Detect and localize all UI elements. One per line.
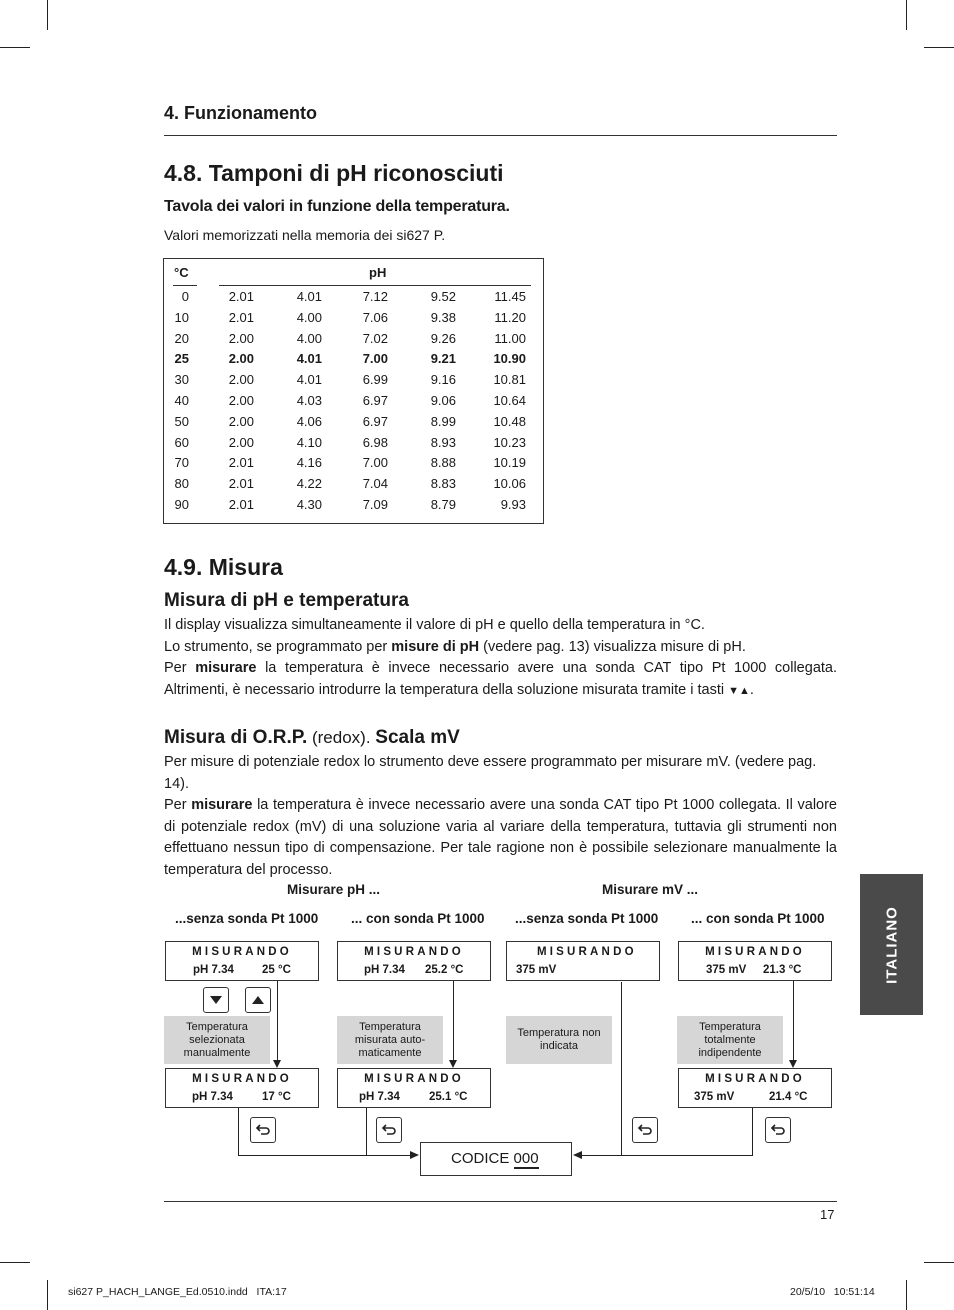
temp-cell: 70 <box>174 455 189 471</box>
display-value: pH 7.34 <box>364 964 405 976</box>
text: (vedere pag. 13) visualizza misure di pH. <box>479 638 746 655</box>
codice-display <box>420 1142 572 1176</box>
display-temp: 25 °C <box>262 964 291 976</box>
display-status: MISURANDO <box>364 1073 464 1085</box>
section-title-4-8: 4.8. Tamponi di pH riconosciuti <box>164 160 504 186</box>
group-label-mv: Misurare mV ... <box>602 882 699 897</box>
ph-cell: 11.45 <box>494 289 526 304</box>
ph-cell: 2.01 <box>228 455 254 471</box>
ph-cell: 4.01 <box>296 372 322 388</box>
ph-cell: 8.93 <box>430 434 456 450</box>
text: Per <box>164 660 196 676</box>
display-status: MISURANDO <box>192 946 292 958</box>
ph-cell: 10.19 <box>493 455 526 471</box>
display-status: MISURANDO <box>364 946 464 958</box>
display-temp: 17 °C <box>262 1091 291 1103</box>
up-key[interactable] <box>245 987 271 1013</box>
ph-cell: 9.26 <box>430 330 456 346</box>
ph-cell: 2.01 <box>228 497 254 512</box>
text: la temperatura è invece necessario avere una sonda CAT tipo Pt 1000 collegata. Il valore di potenziale redox (mV) di una soluzione varia al variare della temperatura, tuttavia gli strumenti non effettuano nessun tipo di compensazione. Per tale ragione non è possibile selezionare manualmente la temperatura del processo. <box>164 797 838 878</box>
ph-cell: 9.93 <box>500 497 526 512</box>
ph-cell: 2.01 <box>228 309 254 325</box>
language-tab <box>860 874 923 1015</box>
ph-cell: 9.16 <box>430 372 456 388</box>
codice-label: CODICE <box>451 1150 514 1167</box>
ph-cell: 9.52 <box>430 289 456 304</box>
column-label-3: ...senza sonda Pt 1000 <box>515 911 659 926</box>
ph-cell: 2.00 <box>228 351 254 367</box>
ph-cell: 11.20 <box>494 309 526 325</box>
temp-cell: 20 <box>174 330 189 346</box>
escape-key[interactable] <box>250 1117 276 1143</box>
ph-cell: 7.09 <box>362 497 388 512</box>
temp-cell: 0 <box>181 289 189 304</box>
display-value: 375 mV <box>706 964 747 976</box>
triangle-down-icon <box>210 996 222 1004</box>
display-status: MISURANDO <box>537 946 637 958</box>
section-header: 4. Funzionamento <box>164 103 317 123</box>
ph-cell: 6.98 <box>362 434 388 450</box>
ph-cell: 2.01 <box>228 289 254 304</box>
ph-cell: 8.88 <box>430 455 456 471</box>
ph-cell: 2.00 <box>228 393 254 408</box>
return-arrow-icon <box>770 1123 786 1137</box>
down-key[interactable] <box>203 987 229 1013</box>
ph-cell: 2.00 <box>228 330 254 346</box>
column-label-2: ... con sonda Pt 1000 <box>351 911 485 926</box>
triangle-up-icon <box>252 996 264 1004</box>
ph-cell: 4.00 <box>296 330 322 346</box>
ph-cell: 2.01 <box>228 476 254 492</box>
display-ph-manual-2 <box>165 1068 319 1108</box>
arrowhead <box>789 1060 797 1068</box>
display-value: 375 mV <box>694 1091 735 1103</box>
ph-cell: 10.81 <box>493 372 526 388</box>
ph-cell: 4.01 <box>296 289 322 304</box>
arrowhead <box>273 1060 281 1068</box>
temp-cell: 60 <box>174 434 189 450</box>
ph-cell: 10.48 <box>493 413 526 429</box>
column-label-4: ... con sonda Pt 1000 <box>691 911 825 926</box>
footer-date: 20/5/10 10:51:14 <box>790 1286 875 1298</box>
text: Lo strumento, se programmato per <box>164 638 392 655</box>
ph-cell: 10.06 <box>493 476 526 492</box>
arrowhead <box>410 1151 419 1159</box>
temp-cell: 80 <box>174 476 189 492</box>
temp-cell: 30 <box>174 372 189 388</box>
escape-key[interactable] <box>376 1117 402 1143</box>
note-none: Temperatura non indicata <box>506 1016 612 1064</box>
arrowhead <box>449 1060 457 1068</box>
display-ph-auto-2 <box>337 1068 491 1108</box>
display-temp: 21.4 °C <box>769 1091 808 1103</box>
ph-cell: 4.30 <box>296 497 322 512</box>
return-arrow-icon <box>381 1123 397 1137</box>
display-value: 375 mV <box>516 964 557 976</box>
ph-cell: 9.38 <box>430 309 456 325</box>
arrowhead <box>573 1151 582 1159</box>
ph-cell: 10.64 <box>493 393 526 408</box>
display-temp: 25.1 °C <box>429 1091 468 1103</box>
ph-cell: 7.00 <box>362 351 388 367</box>
ph-cell: 4.00 <box>296 309 322 325</box>
page-number: 17 <box>820 1207 835 1222</box>
temp-cell: 40 <box>174 393 189 408</box>
text: . <box>749 681 754 698</box>
display-mv-probe-2 <box>678 1068 832 1108</box>
return-arrow-icon <box>637 1123 653 1137</box>
display-status: MISURANDO <box>705 946 805 958</box>
note-auto: Temperatura misurata auto-maticamente <box>337 1016 443 1064</box>
text: Per <box>164 797 192 813</box>
display-ph-manual <box>165 941 319 981</box>
arrow-keys-icon: ▼▲ <box>728 684 750 697</box>
text-bold: Misura di O.R.P. <box>164 727 308 748</box>
footer-rule <box>164 1201 837 1202</box>
ph-cell: 2.00 <box>228 413 254 429</box>
display-value: pH 7.34 <box>359 1091 400 1103</box>
ph-cell: 6.97 <box>362 413 388 429</box>
ph-cell: 2.00 <box>228 372 254 388</box>
language-tab-label: ITALIANO <box>883 905 900 984</box>
ph-cell: 10.90 <box>493 351 526 367</box>
display-mv-probe <box>678 941 832 981</box>
display-temp: 21.3 °C <box>763 964 802 976</box>
ph-cell: 4.22 <box>296 476 322 492</box>
text: (redox). <box>307 728 376 747</box>
display-status: MISURANDO <box>705 1073 805 1085</box>
subsection-ph-temp: Misura di pH e temperatura <box>164 590 409 611</box>
ph-cell: 4.10 <box>296 434 322 450</box>
ph-cell: 4.03 <box>296 393 322 408</box>
text-bold: misure di pH <box>391 638 480 655</box>
ph-cell: 7.04 <box>362 476 388 492</box>
ph-cell: 6.97 <box>362 393 388 408</box>
ph-cell: 8.99 <box>430 413 456 429</box>
temp-cell: 50 <box>174 413 189 429</box>
return-arrow-icon <box>255 1123 271 1137</box>
ph-cell: 6.99 <box>362 372 388 388</box>
table-intro: Valori memorizzati nella memoria dei si627 P. <box>164 227 446 243</box>
orp-line-1: Per misure di potenziale redox lo strumento deve essere programmato per misurare mV. (vedere pag. 14). <box>164 754 817 792</box>
display-value: pH 7.34 <box>192 1091 233 1103</box>
ph-cell: 8.79 <box>430 497 456 512</box>
ph-cell: 2.00 <box>228 434 254 450</box>
text: la temperatura è invece necessario avere una sonda CAT tipo Pt 1000 collegata. Altrimenti, è necessario introdurre la temperatura della soluzione misurata tramite i tasti <box>164 660 838 698</box>
ph-line-1: Il display visualizza simultaneamente il valore di pH e quello della temperatura in °C. <box>164 617 705 633</box>
display-temp: 25.2 °C <box>425 964 464 976</box>
text-bold: misurare <box>195 660 257 676</box>
display-mv-none <box>506 941 660 981</box>
column-label-1: ...senza sonda Pt 1000 <box>175 911 319 926</box>
ph-cell: 4.01 <box>296 351 322 367</box>
ph-cell: 7.12 <box>362 289 388 304</box>
group-label-ph: Misurare pH ... <box>287 882 381 897</box>
note-manual: Temperatura selezionata manualmente <box>164 1016 270 1064</box>
display-status: MISURANDO <box>192 1073 292 1085</box>
ph-cell: 9.06 <box>430 393 456 408</box>
ph-cell: 4.16 <box>296 455 322 471</box>
text-bold: misurare <box>191 797 253 813</box>
table-header-temp: °C <box>174 265 189 280</box>
table-header-ph: pH <box>369 265 387 280</box>
ph-cell: 11.00 <box>494 330 526 346</box>
ph-cell: 7.00 <box>362 455 388 471</box>
display-value: pH 7.34 <box>193 964 234 976</box>
display-ph-auto <box>337 941 491 981</box>
ph-cell: 9.21 <box>430 351 456 367</box>
ph-cell: 4.06 <box>296 413 322 429</box>
text-bold: Scala mV <box>375 727 460 748</box>
footer-file: si627 P_HACH_LANGE_Ed.0510.indd ITA:17 <box>68 1286 287 1298</box>
ph-cell: 10.23 <box>493 434 526 450</box>
temp-cell: 25 <box>174 351 189 367</box>
ph-cell: 7.02 <box>362 330 388 346</box>
escape-key[interactable] <box>632 1117 658 1143</box>
codice-value: 000 <box>513 1150 539 1167</box>
escape-key[interactable] <box>765 1117 791 1143</box>
table-subtitle: Tavola dei valori in funzione della temperatura. <box>164 198 510 215</box>
temp-cell: 90 <box>174 497 189 512</box>
ph-cell: 7.06 <box>362 309 388 325</box>
section-title-4-9: 4.9. Misura <box>164 554 283 580</box>
ph-cell: 8.83 <box>430 476 456 492</box>
note-independent: Temperatura totalmente indipendente <box>677 1016 783 1064</box>
temp-cell: 10 <box>174 309 189 325</box>
